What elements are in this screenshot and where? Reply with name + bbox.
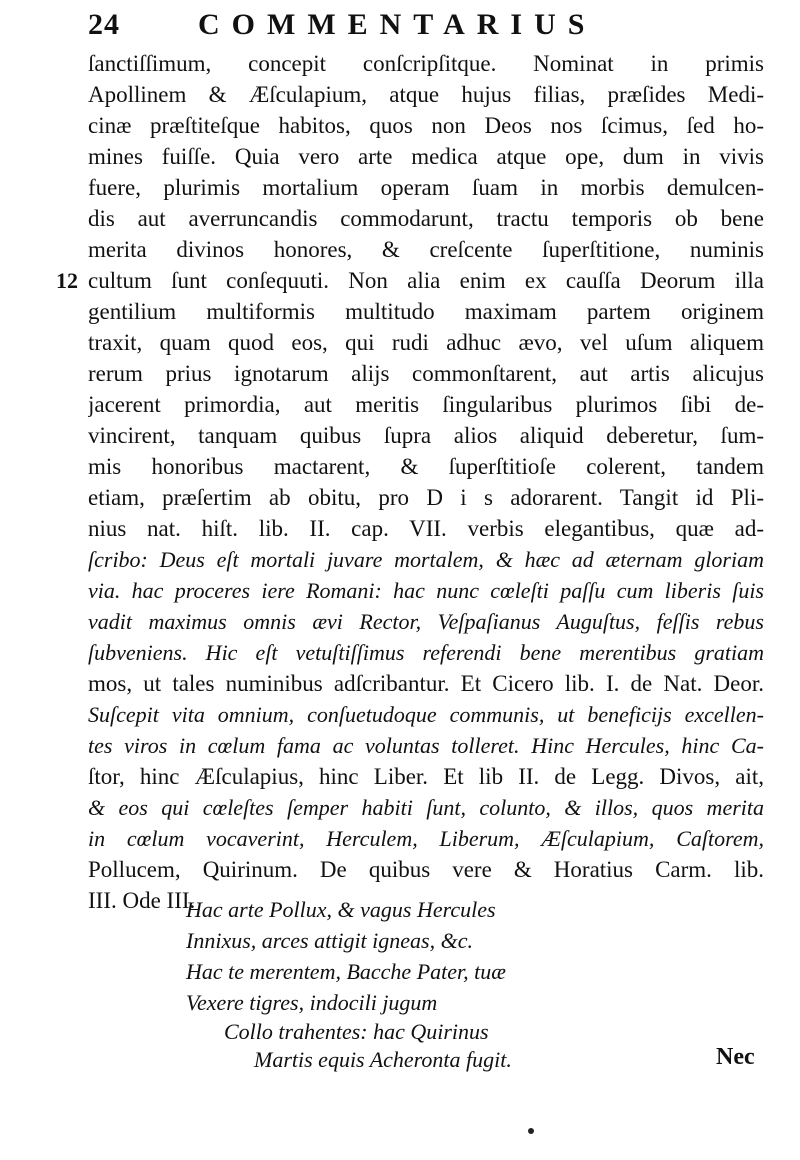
text-line: ſcribo: Deus eſt mortali juvare mortalem, & hæc ad æternam gloriam	[88, 547, 764, 572]
page-header	[88, 6, 688, 46]
text-line: vadit maximus omnis ævi Rector, Veſpaſianus Auguſtus, feſſis rebus	[88, 609, 764, 634]
text-line: Apollinem & Æſculapium, atque hujus filias, præſides Medi-	[88, 82, 764, 107]
text-line: etiam, præſertim ab obitu, pro D i s adorarent. Tangit id Pli-	[88, 485, 764, 510]
verse-line: Collo trahentes: hac Quirinus	[224, 1019, 489, 1044]
text-line: merita divinos honores, & creſcente ſuperſtitione, numinis	[88, 237, 764, 262]
verse-line: Hac arte Pollux, & vagus Hercules	[186, 897, 496, 922]
text-line: jacerent primordia, aut meritis ſingularibus plurimos ſibi de-	[88, 392, 764, 417]
text-line: cinæ præſtiteſque habitos, quos non Deos nos ſcimus, ſed ho-	[88, 113, 764, 138]
text-line: fuere, plurimis mortalium operam ſuam in morbis demulcen-	[88, 175, 764, 200]
text-line: Pollucem, Quirinum. De quibus vere & Horatius Carm. lib.	[88, 857, 764, 882]
running-title: COMMENTARIUS	[198, 8, 597, 41]
verse-line: Vexere tigres, indocili jugum	[186, 990, 438, 1015]
verse-line: Martis equis Acheronta fugit.	[254, 1047, 512, 1072]
page-number: 24	[88, 8, 120, 41]
text-line: III. Ode III.	[88, 888, 196, 913]
text-line: ſubveniens. Hic eſt vetuſtiſſimus referendi bene merentibus gratiam	[88, 640, 764, 665]
text-line: via. hac proceres iere Romani: hac nunc cœleſti paſſu cum liberis ſuis	[88, 578, 764, 603]
text-line: gentilium multiformis multitudo maximam partem originem	[88, 299, 764, 324]
text-line: traxit, quam quod eos, qui rudi adhuc ævo, vel uſum aliquem	[88, 330, 764, 355]
verse-line: Innixus, arces attigit igneas, &c.	[186, 928, 473, 953]
text-line: vincirent, tanquam quibus ſupra alios aliquid deberetur, ſum-	[88, 423, 764, 448]
text-line: tes viros in cœlum fama ac voluntas tolleret. Hinc Hercules, hinc Ca-	[88, 733, 764, 758]
text-line: dis aut averruncandis commodarunt, tractu temporis ob bene	[88, 206, 764, 231]
text-line: mis honoribus mactarent, & ſuperſtitioſe colerent, tandem	[88, 454, 764, 479]
text-line: in cœlum vocaverint, Herculem, Liberum, Æſculapium, Caſtorem,	[88, 826, 764, 851]
text-line: & eos qui cœleſtes ſemper habiti ſunt, colunto, & illos, quos merita	[88, 795, 764, 820]
margin-note: 12	[56, 268, 78, 293]
text-line: ſtor, hinc Æſculapius, hinc Liber. Et lib II. de Legg. Divos, ait,	[88, 764, 764, 789]
text-line: Suſcepit vita omnium, conſuetudoque communis, ut beneficijs excellen-	[88, 702, 764, 727]
printer-ornament-icon	[528, 1128, 534, 1134]
text-line: cultum ſunt conſequuti. Non alia enim ex cauſſa Deorum illa	[88, 268, 764, 293]
text-line: rerum prius ignotarum alijs commonſtarent, aut artis alicujus	[88, 361, 764, 386]
text-line: mos, ut tales numinibus adſcribantur. Et Cicero lib. I. de Nat. Deor.	[88, 671, 764, 696]
verse-line: Hac te merentem, Bacche Pater, tuæ	[186, 959, 506, 984]
catchword: Nec	[716, 1044, 755, 1070]
text-line: mines fuiſſe. Quia vero arte medica atque ope, dum in vivis	[88, 144, 764, 169]
text-line: nius nat. hiſt. lib. II. cap. VII. verbis elegantibus, quæ ad-	[88, 516, 764, 541]
text-line: ſanctiſſimum, concepit conſcripſitque. Nominat in primis	[88, 51, 764, 76]
